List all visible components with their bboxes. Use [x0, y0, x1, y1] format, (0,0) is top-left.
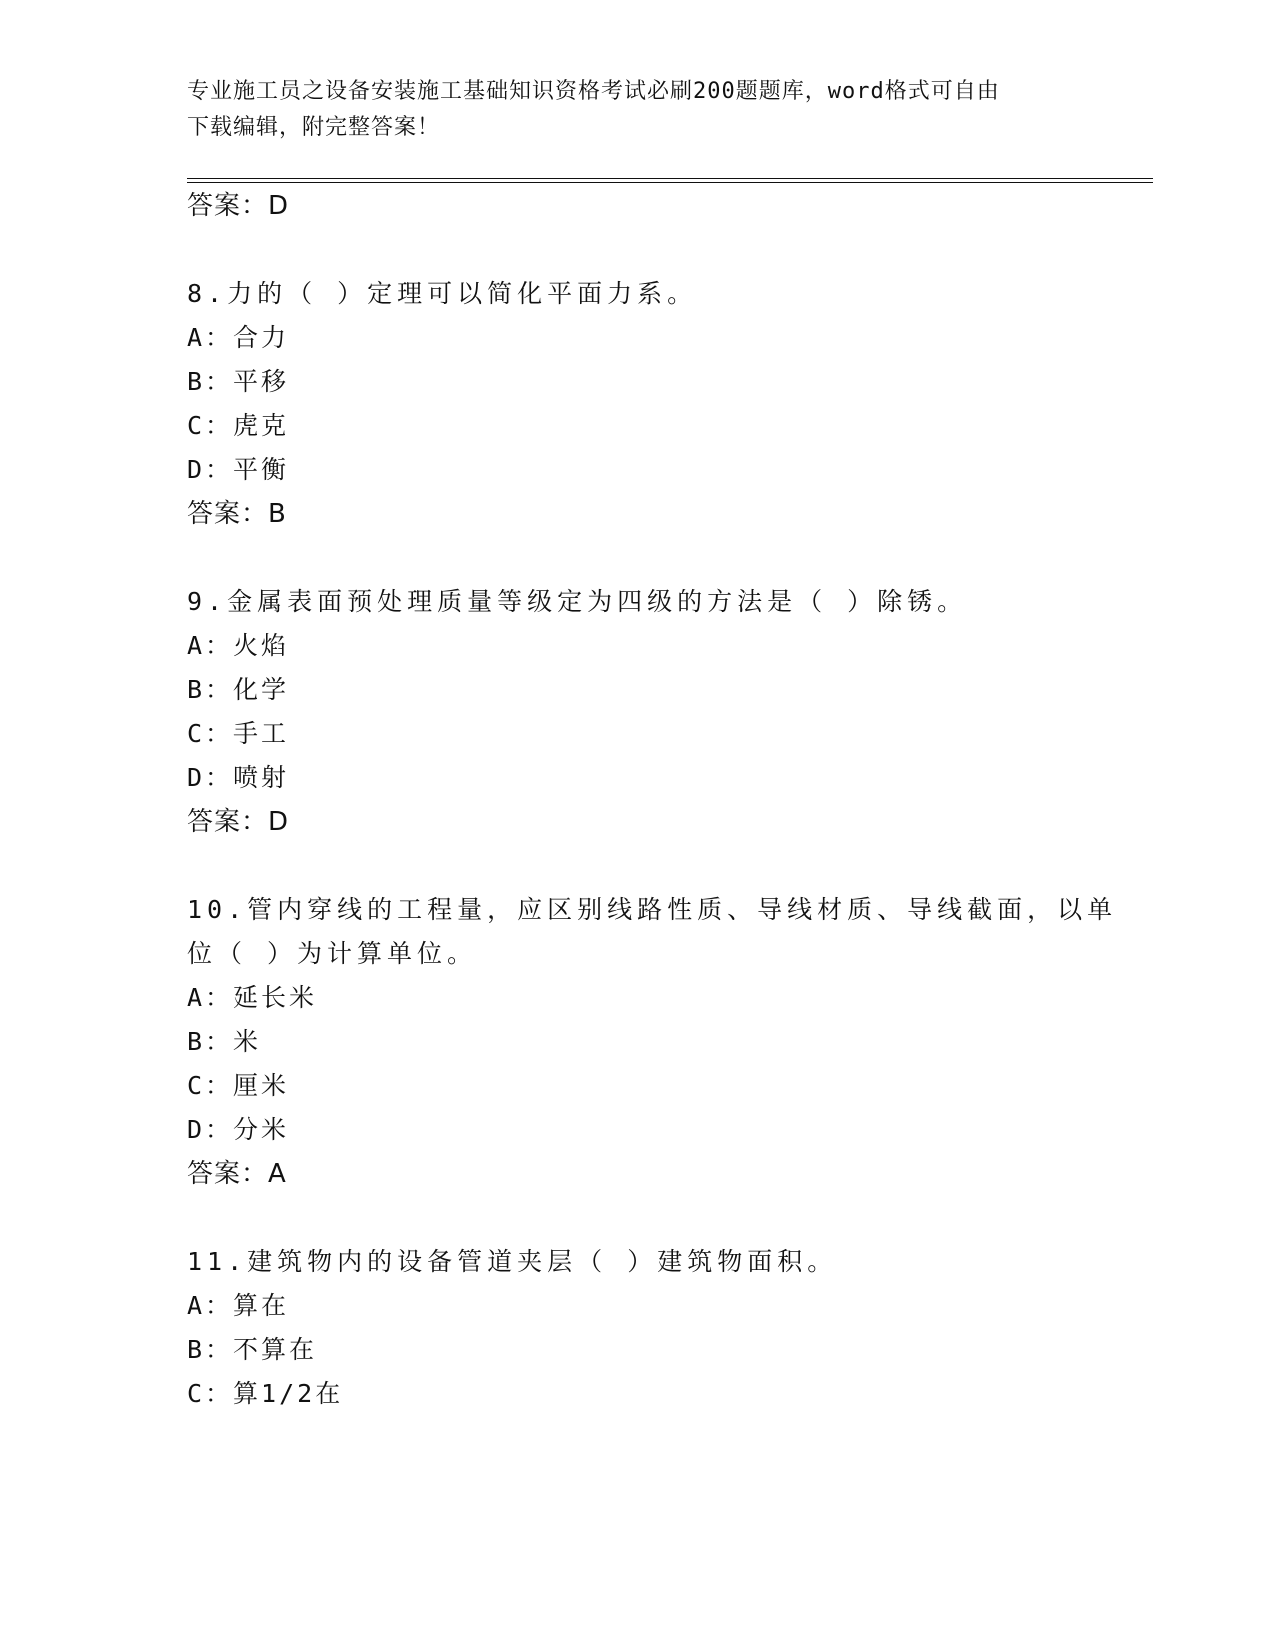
question-9-option-c: C：手工: [187, 719, 290, 748]
question-8-text: 8.力的（ ）定理可以简化平面力系。: [187, 279, 698, 308]
question-9-option-b: B：化学: [187, 675, 290, 704]
question-10-answer: 答案：A: [187, 1159, 287, 1189]
document-header: [187, 74, 1087, 146]
question-11-option-a: A：算在: [187, 1291, 290, 1320]
question-11-option-c: C：算1/2在: [187, 1379, 344, 1408]
question-8-option-b: B：平移: [187, 367, 290, 396]
question-8-answer: 答案：B: [187, 499, 287, 529]
question-9-answer: 答案：D: [187, 807, 290, 837]
question-11-text: 11.建筑物内的设备管道夹层（ ）建筑物面积。: [187, 1247, 838, 1276]
question-9-option-d: D：喷射: [187, 763, 290, 792]
header-line-2: 下载编辑，附完整答案！: [187, 115, 441, 140]
question-8-option-d: D：平衡: [187, 455, 290, 484]
question-8-option-a: A：合力: [187, 323, 290, 352]
question-10-option-c: C：厘米: [187, 1071, 290, 1100]
header-rule-bottom: [187, 182, 1153, 183]
question-10-option-d: D：分米: [187, 1115, 290, 1144]
question-8-option-c: C：虎克: [187, 411, 290, 440]
question-9-option-a: A：火焰: [187, 631, 290, 660]
previous-answer: 答案：D: [187, 191, 290, 221]
question-10-text-line-1: 10.管内穿线的工程量，应区别线路性质、导线材质、导线截面，以单: [187, 895, 1118, 924]
question-10-option-b: B：米: [187, 1027, 262, 1056]
header-line-1: 专业施工员之设备安装施工基础知识资格考试必刷200题题库，word格式可自由: [187, 79, 1000, 104]
question-9-text: 9.金属表面预处理质量等级定为四级的方法是（ ）除锈。: [187, 587, 968, 616]
question-10-text-line-2: 位（ ）为计算单位。: [187, 939, 478, 968]
question-10-option-a: A：延长米: [187, 983, 318, 1012]
header-rule-top: [187, 178, 1153, 179]
question-11-option-b: B：不算在: [187, 1335, 318, 1364]
